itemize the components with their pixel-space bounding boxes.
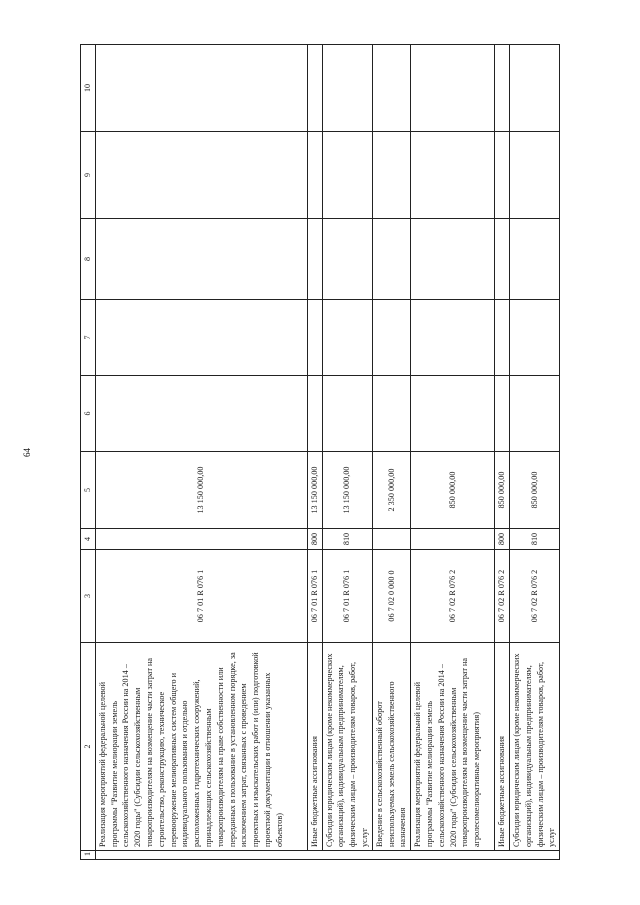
empty-cell [509,300,559,376]
empty-cell [411,45,495,132]
header-cell: 10 [81,45,96,132]
empty-cell [372,45,410,132]
table-row [509,45,559,860]
header-cell: 3 [81,550,96,643]
header-row [81,45,96,860]
row-amount: 13 150 000,00 [307,452,322,529]
empty-cell [509,219,559,300]
row-vr [372,529,410,550]
empty-cell [411,376,495,452]
row-vr: 810 [509,529,559,550]
empty-cell [307,45,322,132]
row-code: 06 7 02 R 076 2 [509,550,559,643]
row-code: 06 7 02 R 076 2 [411,550,495,643]
table-row [95,45,307,860]
row-name: Субсидии юридическим лицам (кроме некоммерческих организаций), индивидуальным предпринимателям, физическим лицам – производителям товаров, работ, услуг [509,643,559,851]
row-name: Реализация мероприятий федеральной целевой программы "Развитие мелиорации земель сельскохозяйственного назначения России на 2014 – 2020 годы" (Субсидии сельскохозяйственным товаропроизводителям на возмещение части затрат на агролесомелиоративные мероприятия) [411,643,495,851]
row-amount: 850 000,00 [495,452,510,529]
empty-cell [495,45,510,132]
row-vr [411,529,495,550]
empty-cell [372,219,410,300]
empty-cell [307,219,322,300]
empty-cell [509,376,559,452]
empty-cell [95,219,307,300]
table-row [322,45,372,860]
table-body [81,45,560,860]
row-vr: 810 [322,529,372,550]
row-name: Иные бюджетные ассигнования [495,643,510,851]
empty-cell [495,132,510,219]
header-cell: 4 [81,529,96,550]
row-code: 06 7 01 R 076 1 [95,550,307,643]
empty-cell [307,300,322,376]
row-number-cell [95,851,559,860]
row-amount: 13 150 000,00 [95,452,307,529]
empty-cell [372,376,410,452]
row-name: Иные бюджетные ассигнования [307,643,322,851]
header-cell: 7 [81,300,96,376]
empty-cell [495,376,510,452]
row-vr [95,529,307,550]
empty-cell [307,376,322,452]
table-row [411,45,495,860]
rotated-page [22,45,575,860]
empty-cell [372,132,410,219]
header-cell: 2 [81,643,96,851]
empty-cell [411,132,495,219]
row-vr: 800 [307,529,322,550]
row-amount: 13 150 000,00 [322,452,372,529]
header-cell: 9 [81,132,96,219]
row-code: 06 7 01 R 076 1 [307,550,322,643]
budget-table [80,44,560,860]
empty-cell [509,45,559,132]
row-code: 06 7 02 0 000 0 [372,550,410,643]
empty-cell [95,376,307,452]
empty-cell [95,300,307,376]
empty-cell [411,219,495,300]
empty-cell [322,45,372,132]
table-row [307,45,322,860]
empty-cell [411,300,495,376]
empty-cell [322,376,372,452]
row-code: 06 7 01 R 076 1 [322,550,372,643]
empty-cell [307,132,322,219]
empty-cell [509,132,559,219]
empty-cell [322,300,372,376]
row-amount: 2 350 000,00 [372,452,410,529]
header-cell: 5 [81,452,96,529]
row-code: 06 7 02 R 076 2 [495,550,510,643]
empty-cell [95,45,307,132]
empty-cell [95,132,307,219]
row-amount: 850 000,00 [411,452,495,529]
empty-cell [495,300,510,376]
row-name: Субсидии юридическим лицам (кроме некоммерческих организаций), индивидуальным предпринимателям, физическим лицам – производителям товаров, работ, услуг [322,643,372,851]
empty-cell [495,219,510,300]
table-row [372,45,410,860]
empty-cell [322,219,372,300]
header-cell: 8 [81,219,96,300]
row-vr: 800 [495,529,510,550]
row-name: Введение в сельскохозяйственный оборот неиспользуемых земель сельскохозяйственного назначения [372,643,410,851]
row-name: Реализация мероприятий федеральной целевой программы "Развитие мелиорации земель сельскохозяйственного назначения России на 2014 – 2020 годы" (Субсидии сельскохозяйственным товаропроизводителям на возмещение части затрат на строительство, реконструкцию, техническое перевооружение мелиоративных систем общего и индивидуального пользования и отдельно расположенных гидротехнических сооружений, принадлежащих сельскохозяйственным товаропроизводителям на праве собственности или переданных в пользование в установленном порядке, за исключением затрат, связанных с проведением проектных и изыскательских работ и (или) подготовкой проектной документации в отношении указанных объектов) [95,643,307,851]
header-cell: 1 [81,851,96,860]
row-amount: 850 000,00 [509,452,559,529]
empty-cell [322,132,372,219]
table-row [495,45,510,860]
header-cell: 6 [81,376,96,452]
empty-cell [372,300,410,376]
page-number: 64 [22,448,32,457]
